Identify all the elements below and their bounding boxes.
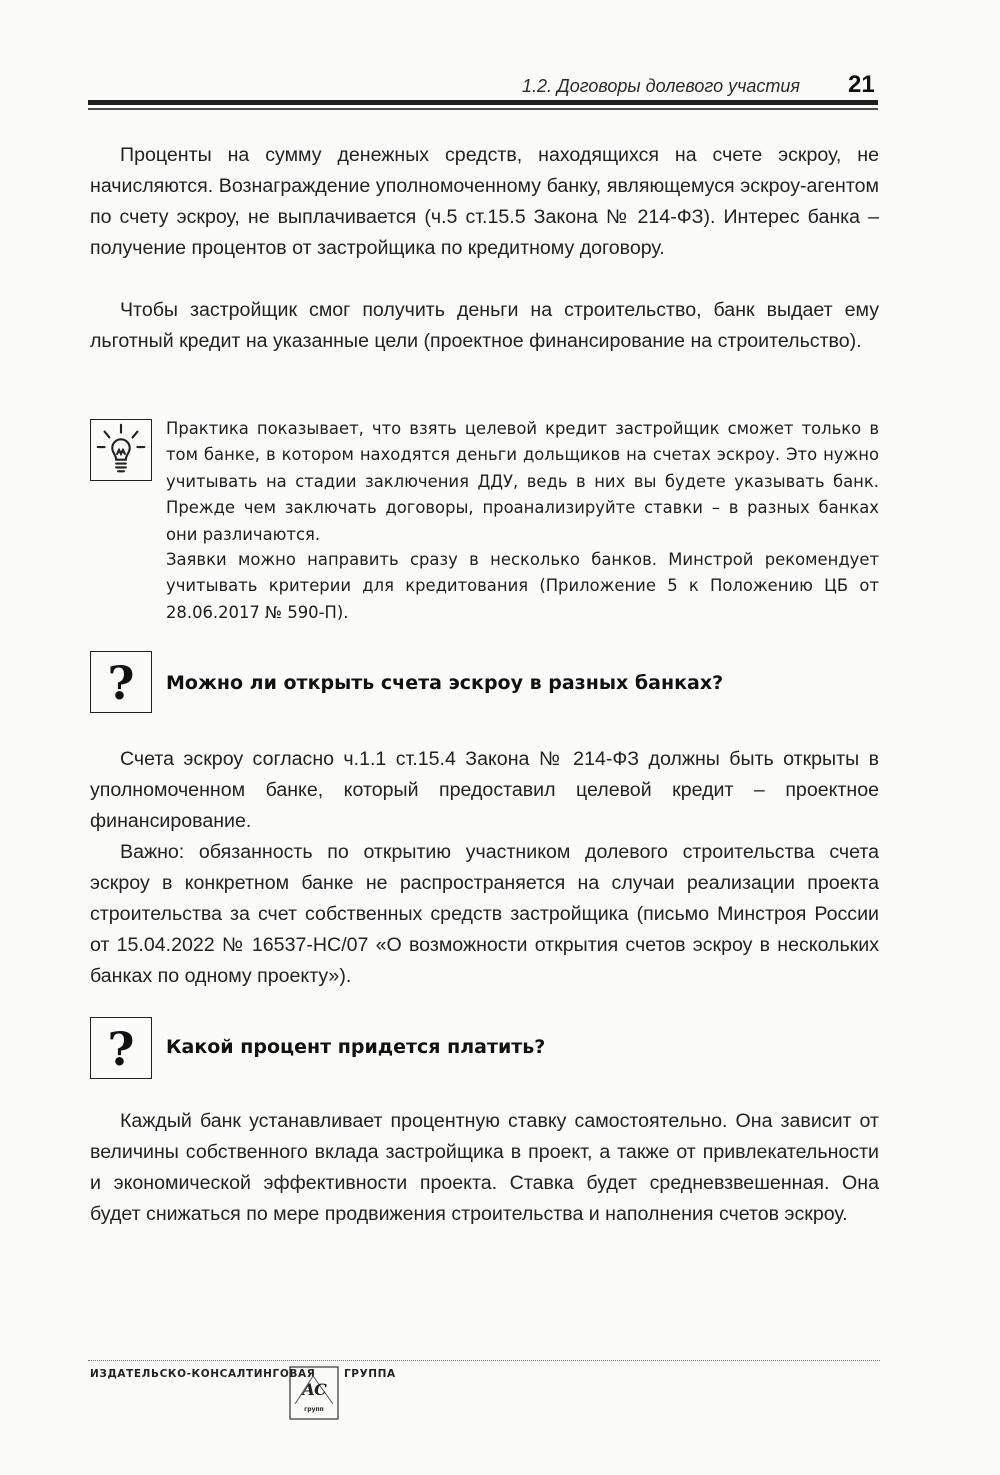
answer-paragraph: Важно: обязанность по открытию участником долевого строительства счета эскроу в конкретном банке не распространяется на случаи реализации проекта строительства за счет собственных средств застройщика (письмо Минстроя России от 15.04.2022 № 16537-НС/07 «О возможности открытия счетов эскроу в нескольких банках по одному проекту»).	[90, 841, 879, 987]
publisher-logo	[289, 1362, 339, 1420]
page-number: 21	[848, 71, 875, 98]
header-rule-thin	[88, 108, 878, 110]
footer-rule	[88, 1360, 880, 1361]
question-title-rate: Какой процент придется платить?	[166, 1036, 546, 1058]
question-title-banks: Можно ли открыть счета эскроу в разных банках?	[166, 672, 724, 694]
publisher-label-right: ГРУППА	[344, 1368, 396, 1380]
running-header-title: 1.2. Договоры долевого участия	[522, 76, 801, 96]
header-rule-thick	[88, 100, 878, 105]
lightbulb-icon	[91, 420, 151, 480]
paragraph-interest: Проценты на сумму денежных средств, находящихся на счете эскроу, не начисляются. Вознаграждение уполномоченному банку, являющемуся эскроу-агентом по счету эскроу, не выплачивается (ч.5 ст.15.5 Закона № 214-ФЗ). Интерес банка – получение процентов от застройщика по кредитному договору.	[90, 144, 879, 259]
tip-text-practice: Практика показывает, что взять целевой кредит застройщик сможет только в том банке, в котором находятся деньги дольщиков на счетах эскроу. Это нужно учитывать на стадии заключения ДДУ, ведь в них вы будете указывать банк. Прежде чем заключать договоры, проанализируйте ставки – в разных банках они различаются.	[166, 419, 879, 544]
tip-icon-box	[90, 419, 152, 481]
question-mark-icon: ?	[90, 651, 152, 713]
tip-text-applications: Заявки можно направить сразу в несколько банков. Минстрой рекомендует учитывать критерии для кредитования (Приложение 5 к Положению ЦБ от 28.06.2017 № 590-П).	[166, 550, 879, 622]
paragraph-credit: Чтобы застройщик смог получить деньги на строительство, банк выдает ему льготный кредит на указанные цели (проектное финансирование на строительство).	[90, 299, 879, 352]
publisher-label-left: ИЗДАТЕЛЬСКО-КОНСАЛТИНГОВАЯ	[90, 1368, 316, 1380]
question-mark-icon: ?	[90, 1017, 152, 1079]
answer-paragraph: Счета эскроу согласно ч.1.1 ст.15.4 Закона № 214-ФЗ должны быть открыты в уполномоченном банке, который предоставил целевой кредит – проектное финансирование.	[90, 748, 879, 832]
answer-paragraph: Каждый банк устанавливает процентную ставку самостоятельно. Она зависит от величины собственного вклада застройщика в проект, а также от привлекательности и экономической эффективности проекта. Ставка будет средневзвешенная. Она будет снижаться по мере продвижения строительства и наполнения счетов эскроу.	[90, 1110, 879, 1225]
logo-letters: АС	[302, 1380, 326, 1399]
logo-word: групп	[304, 1406, 324, 1413]
